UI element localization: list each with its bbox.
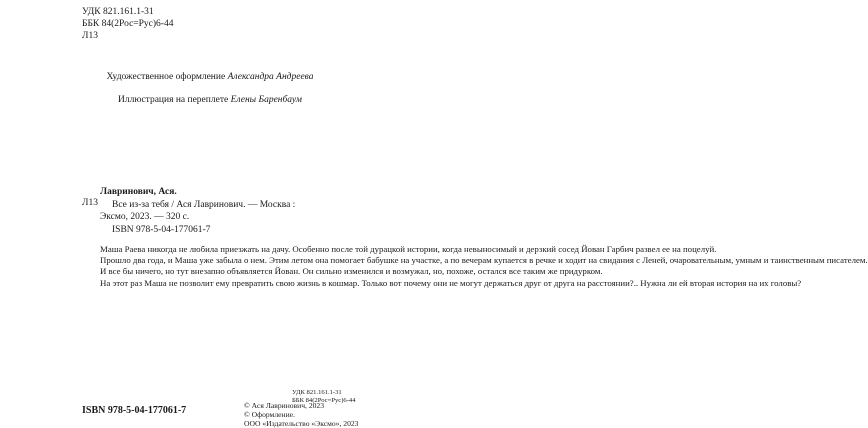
bbk-code: ББК 84(2Рос=Рус)6-44 (82, 19, 174, 29)
design-credit (0, 72, 420, 82)
designer-name: Александра Андреева (227, 72, 314, 82)
copyright-line: © Оформление. (244, 410, 295, 419)
annotation-paragraph: И все бы ничего, но тут внезапно объявляется Йован. Он сильно изменился и возмужал, но, похоже, остался все таким же придурком. (100, 266, 603, 277)
catalog-card (82, 186, 344, 236)
annotation-paragraph: Прошло два года, и Маша уже забыла о нем. Этим летом она помогает бабушке на участке, а по вечерам купается в речке и ходит на свидания с Леней, очаровательным, умным и таинственным писателем. (100, 255, 868, 266)
cover-credit-prefix: Иллюстрация на переплете (118, 95, 231, 105)
classification-header (82, 6, 173, 42)
catalog-title-line-1: Все из-за тебя / Ася Лавринович. — Москва : (112, 199, 296, 210)
catalog-title-line-2: Эксмо, 2023. — 320 с. (100, 212, 190, 222)
annotation-paragraph: На этот раз Маша не позволит ему превратить свою жизнь в кошмар. Только вот почему они не могут держаться друг от друга на расстоянии?.. Нужна ли ей вторая история на их головы? (100, 277, 802, 288)
copyright-line: ООО «Издательство «Эксмо», 2023 (244, 419, 359, 428)
author-mark: Л13 (82, 31, 98, 41)
catalog-card-code: Л13 (82, 198, 98, 208)
copyright-line: © Ася Лавринович, 2023 (244, 401, 325, 410)
bottom-udk-code: УДК 821.161.1-31 (292, 389, 342, 396)
catalog-isbn: ISBN 978-5-04-177061-7 (112, 224, 211, 235)
illustrator-name: Елены Баренбаум (230, 95, 302, 105)
design-credit-prefix: Художественное оформление (106, 72, 228, 82)
catalog-author: Лавринович, Ася. (100, 187, 177, 197)
udk-code: УДК 821.161.1-31 (82, 7, 154, 17)
copyright-block (244, 401, 358, 428)
cover-illustration-credit (0, 95, 420, 105)
annotation-paragraph: Маша Раева никогда не любила приезжать на дачу. Особенно после той дурацкой истории, когда невыносимый и дерзкий сосед Йован Гарбич развел ее на поцелуй. (100, 244, 717, 254)
annotation (82, 244, 868, 289)
isbn-number: ISBN 978-5-04-177061-7 (82, 405, 187, 416)
bottom-bbk-code: ББК 84(2Рос=Рус)6-44 (292, 397, 356, 404)
